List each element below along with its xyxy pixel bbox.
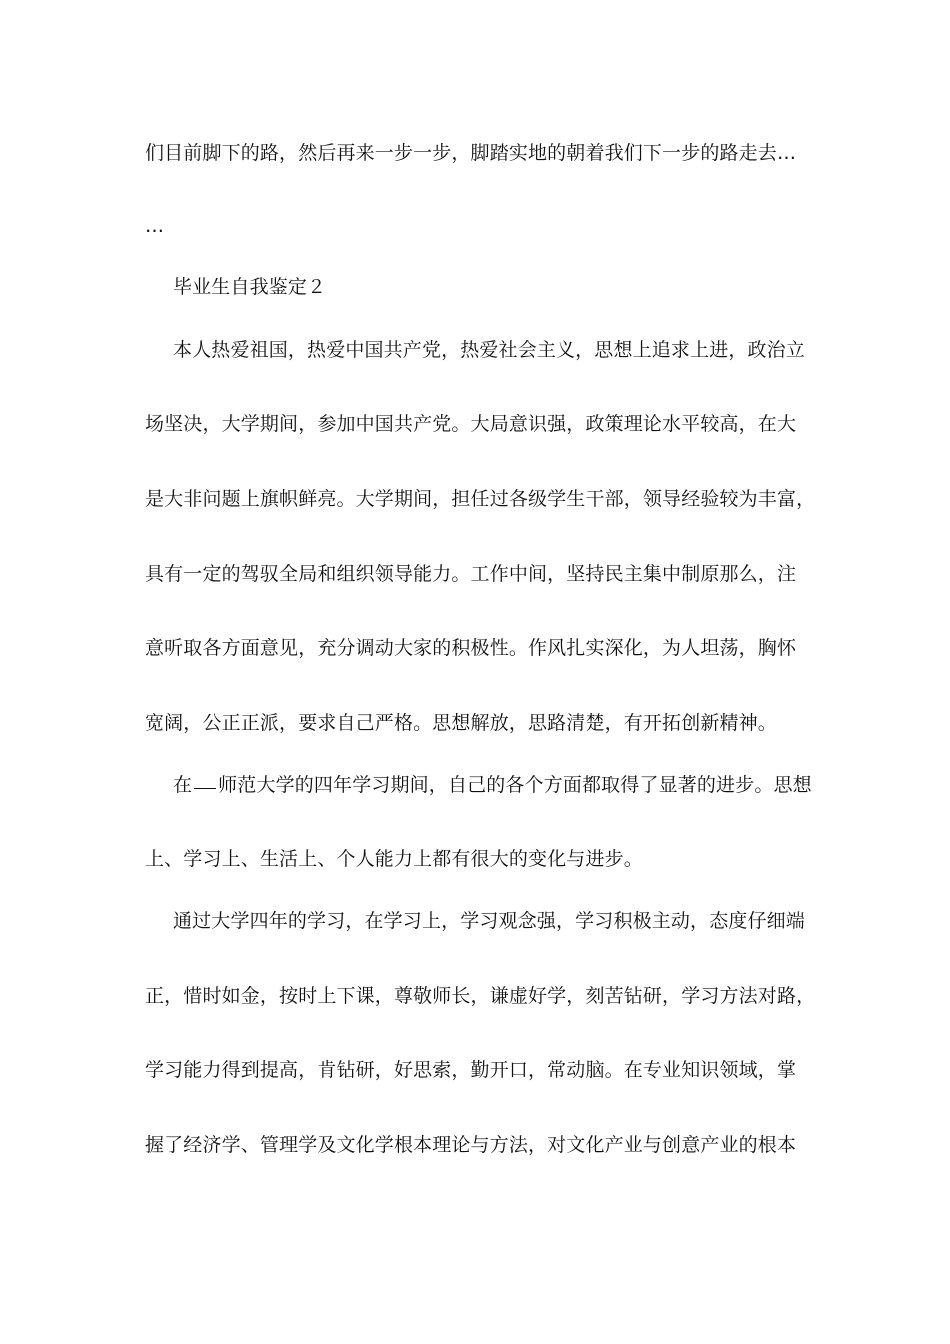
- text-line: 宽阔，公正正派，要求自己严格。思想解放，思路清楚，有开拓创新精神。: [145, 712, 777, 734]
- text-fragment: 在: [173, 774, 193, 796]
- paragraph-first-line: 通过大学四年的学习，在学习上，学习观念强，学习积极主动，态度仔细端: [173, 910, 805, 932]
- text-fragment: 师范大学的四年学习期间，自己的各个方面都取得了显著的进步。思想: [218, 774, 812, 796]
- fill-in-blank: [194, 787, 216, 789]
- section-heading: 毕业生自我鉴定２: [173, 276, 327, 298]
- text-line: 上、学习上、生活上、个人能力上都有很大的变化与进步。: [145, 848, 643, 870]
- text-line: 具有一定的驾驭全局和组织领导能力。工作中间，坚持民主集中制原那么，注: [145, 563, 797, 585]
- text-line: 意听取各方面意见，充分调动大家的积极性。作风扎实深化，为人坦荡，胸怀: [145, 637, 797, 659]
- text-line: 学习能力得到提高，肯钻研，好思索，勤开口，常动脑。在专业知识领域，掌: [145, 1059, 797, 1081]
- text-line: 正，惜时如金，按时上下课，尊敬师长，谦虚好学，刻苦钻研，学习方法对路，: [145, 985, 816, 1007]
- text-line: 是大非问题上旗帜鲜亮。大学期间，担任过各级学生干部，领导经验较为丰富，: [145, 488, 816, 510]
- paragraph-first-line: 本人热爱祖国，热爱中国共产党，热爱社会主义，思想上追求上进，政治立: [173, 339, 805, 361]
- text-line: 场坚决，大学期间，参加中国共产党。大局意识强，政策理论水平较高，在大: [145, 413, 797, 435]
- text-line: 们目前脚下的路，然后再来一步一步，脚踏实地的朝着我们下一步的路走去…: [145, 142, 797, 164]
- paragraph-first-line: [173, 771, 810, 799]
- text-line: 握了经济学、管理学及文化学根本理论与方法，对文化产业与创意产业的根本: [145, 1134, 797, 1156]
- text-line: …: [145, 215, 165, 237]
